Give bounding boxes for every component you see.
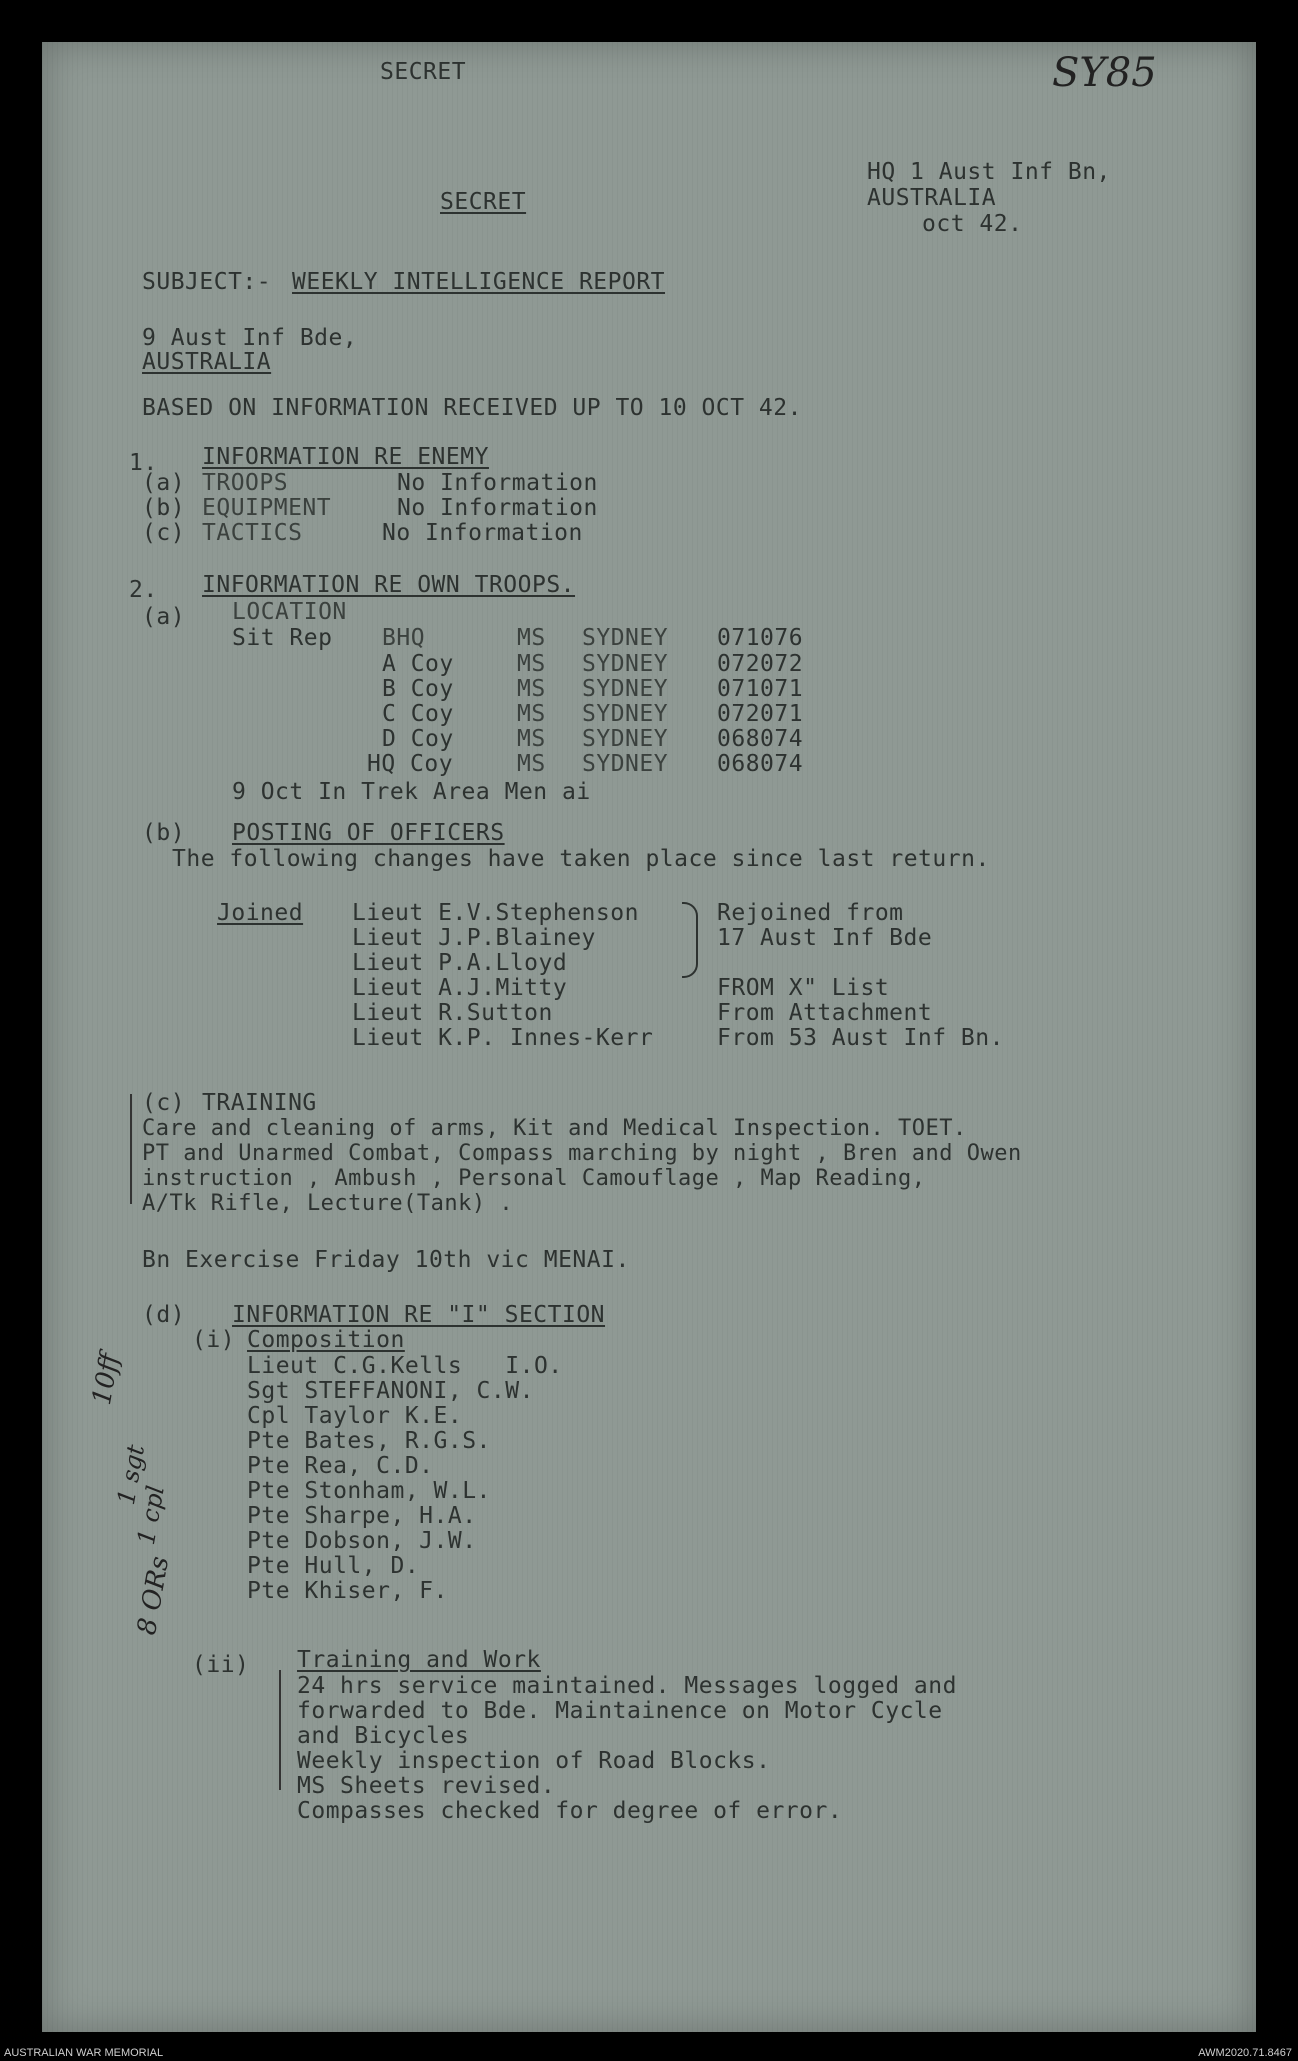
exercise-line: Bn Exercise Friday 10th vic MENAI. [142, 1247, 630, 1273]
section-member: Pte Khiser, F. [247, 1578, 448, 1604]
section-member: Pte Sharpe, H.A. [247, 1503, 477, 1529]
location-ref: 068074 [717, 726, 804, 752]
location-ms: MS [517, 726, 546, 752]
section1-letter: (c) [142, 520, 186, 546]
training-line: Care and cleaning of arms, Kit and Medical Inspection. TOET. [142, 1116, 967, 1141]
location-place: SYDNEY [582, 726, 669, 752]
location-letter: (a) [142, 604, 186, 630]
training-work-line: Compasses checked for degree of error. [297, 1798, 843, 1824]
location-place: SYDNEY [582, 676, 669, 702]
section1-item-label: TACTICS [202, 520, 303, 546]
training-work-line: forwarded to Bde. Maintainence on Motor Cycle [297, 1698, 943, 1724]
margin-note-ors: 8 ORs [132, 1554, 176, 1638]
location-unit: HQ Coy [367, 751, 454, 777]
training-letter: (c) [142, 1090, 186, 1116]
margin-note-officer: 10ff [87, 1351, 126, 1408]
composition-heading: Composition [247, 1327, 405, 1353]
margin-mark [130, 1094, 132, 1204]
section-member: Lieut C.G.Kells I.O. [247, 1353, 563, 1379]
officer-name: Lieut A.J.Mitty [352, 975, 568, 1001]
rejoined-brace [682, 902, 698, 978]
subject-title: WEEKLY INTELLIGENCE REPORT [292, 269, 666, 295]
x-list-note: FROM X" List [717, 975, 890, 1001]
location-ref: 068074 [717, 751, 804, 777]
training-work-line: and Bicycles [297, 1723, 470, 1749]
officer-name: Lieut R.Sutton [352, 1000, 553, 1026]
section-member: Sgt STEFFANONI, C.W. [247, 1378, 534, 1404]
section-member: Pte Stonham, W.L. [247, 1478, 491, 1504]
posting-heading: POSTING OF OFFICERS [232, 820, 505, 846]
location-ref: 071071 [717, 676, 804, 702]
section-member: Pte Rea, C.D. [247, 1453, 434, 1479]
training-work-line: 24 hrs service maintained. Messages logged and [297, 1673, 957, 1699]
from-unit: HQ 1 Aust Inf Bn, [867, 159, 1111, 185]
margin-note-cpl: 1 cpl [132, 1483, 170, 1547]
archive-number-handwritten: SY85 [1052, 50, 1157, 96]
location-ref: 071076 [717, 625, 804, 651]
section1-item-label: TROOPS [202, 470, 289, 496]
training-work-number: (ii) [192, 1652, 250, 1678]
i-section-heading: INFORMATION RE "I" SECTION [232, 1302, 606, 1328]
section1-item-label: EQUIPMENT [202, 495, 332, 521]
location-place: SYDNEY [582, 625, 669, 651]
training-line: instruction , Ambush , Personal Camouflage , Map Reading, [142, 1166, 926, 1191]
section-member: Pte Hull, D. [247, 1553, 420, 1579]
training-work-heading: Training and Work [297, 1647, 541, 1673]
location-place: SYDNEY [582, 751, 669, 777]
posting-letter: (b) [142, 820, 186, 846]
location-ms: MS [517, 676, 546, 702]
location-ms: MS [517, 625, 546, 651]
section-member: Cpl Taylor K.E. [247, 1403, 463, 1429]
officer-name: Lieut E.V.Stephenson [352, 900, 639, 926]
margin-mark [279, 1670, 281, 1790]
footer-accession: AWM2020.71.8467 [1198, 2047, 1292, 2059]
section1-number: 1. [129, 450, 158, 476]
composition-number: (i) [192, 1327, 236, 1353]
section1-item-value: No Information [397, 470, 598, 496]
rejoined-unit: 17 Aust Inf Bde [717, 925, 933, 951]
secret-heading: SECRET [440, 189, 527, 215]
location-place: SYDNEY [582, 651, 669, 677]
section1-item-value: No Information [382, 520, 583, 546]
section1-letter: (b) [142, 495, 186, 521]
location-unit: C Coy [382, 701, 454, 727]
location-unit: B Coy [382, 676, 454, 702]
training-heading: TRAINING [202, 1090, 317, 1116]
addressee-line1: 9 Aust Inf Bde, [142, 325, 358, 351]
training-work-line: Weekly inspection of Road Blocks. [297, 1748, 771, 1774]
officer-name: Lieut K.P. Innes-Kerr [352, 1025, 654, 1051]
section2-number: 2. [129, 577, 158, 603]
training-line: A/Tk Rifle, Lecture(Tank) . [142, 1191, 514, 1216]
officer-name: Lieut J.P.Blainey [352, 925, 596, 951]
rejoined-note: Rejoined from [717, 900, 904, 926]
training-work-line: MS Sheets revised. [297, 1773, 556, 1799]
addressee-line2: AUSTRALIA [142, 349, 272, 375]
section2-heading: INFORMATION RE OWN TROOPS. [202, 572, 576, 598]
location-unit: D Coy [382, 726, 454, 752]
training-line: PT and Unarmed Combat, Compass marching by night , Bren and Owen [142, 1141, 1022, 1166]
subject-label: SUBJECT:- [142, 269, 272, 295]
from-country: AUSTRALIA [867, 185, 997, 211]
joined-label: Joined [217, 900, 304, 926]
location-ms: MS [517, 651, 546, 677]
i-section-letter: (d) [142, 1302, 186, 1328]
location-label: LOCATION [232, 599, 347, 625]
footer-credit: AUSTRALIAN WAR MEMORIAL [4, 2047, 164, 2059]
location-note: 9 Oct In Trek Area Men ai [232, 779, 591, 805]
from53-note: From 53 Aust Inf Bn. [717, 1025, 1004, 1051]
attachment-note: From Attachment [717, 1000, 933, 1026]
report-date: oct 42. [922, 211, 1023, 237]
location-unit: A Coy [382, 651, 454, 677]
location-unit: BHQ [382, 625, 426, 651]
section-member: Pte Dobson, J.W. [247, 1528, 477, 1554]
officer-name: Lieut P.A.Lloyd [352, 950, 568, 976]
location-ref: 072072 [717, 651, 804, 677]
top-secret-label: SECRET [380, 59, 467, 85]
document-page [42, 42, 1256, 2032]
section1-heading: INFORMATION RE ENEMY [202, 444, 489, 470]
location-ms: MS [517, 701, 546, 727]
based-on-line: BASED ON INFORMATION RECEIVED UP TO 10 OCT 42. [142, 395, 802, 421]
section1-letter: (a) [142, 470, 186, 496]
location-ms: MS [517, 751, 546, 777]
section-member: Pte Bates, R.G.S. [247, 1428, 491, 1454]
margin-note-sgt: 1 sgt [112, 1442, 151, 1507]
location-place: SYDNEY [582, 701, 669, 727]
sit-rep-label: Sit Rep [232, 625, 333, 651]
location-ref: 072071 [717, 701, 804, 727]
section1-item-value: No Information [397, 495, 598, 521]
posting-intro: The following changes have taken place since last return. [172, 846, 990, 872]
